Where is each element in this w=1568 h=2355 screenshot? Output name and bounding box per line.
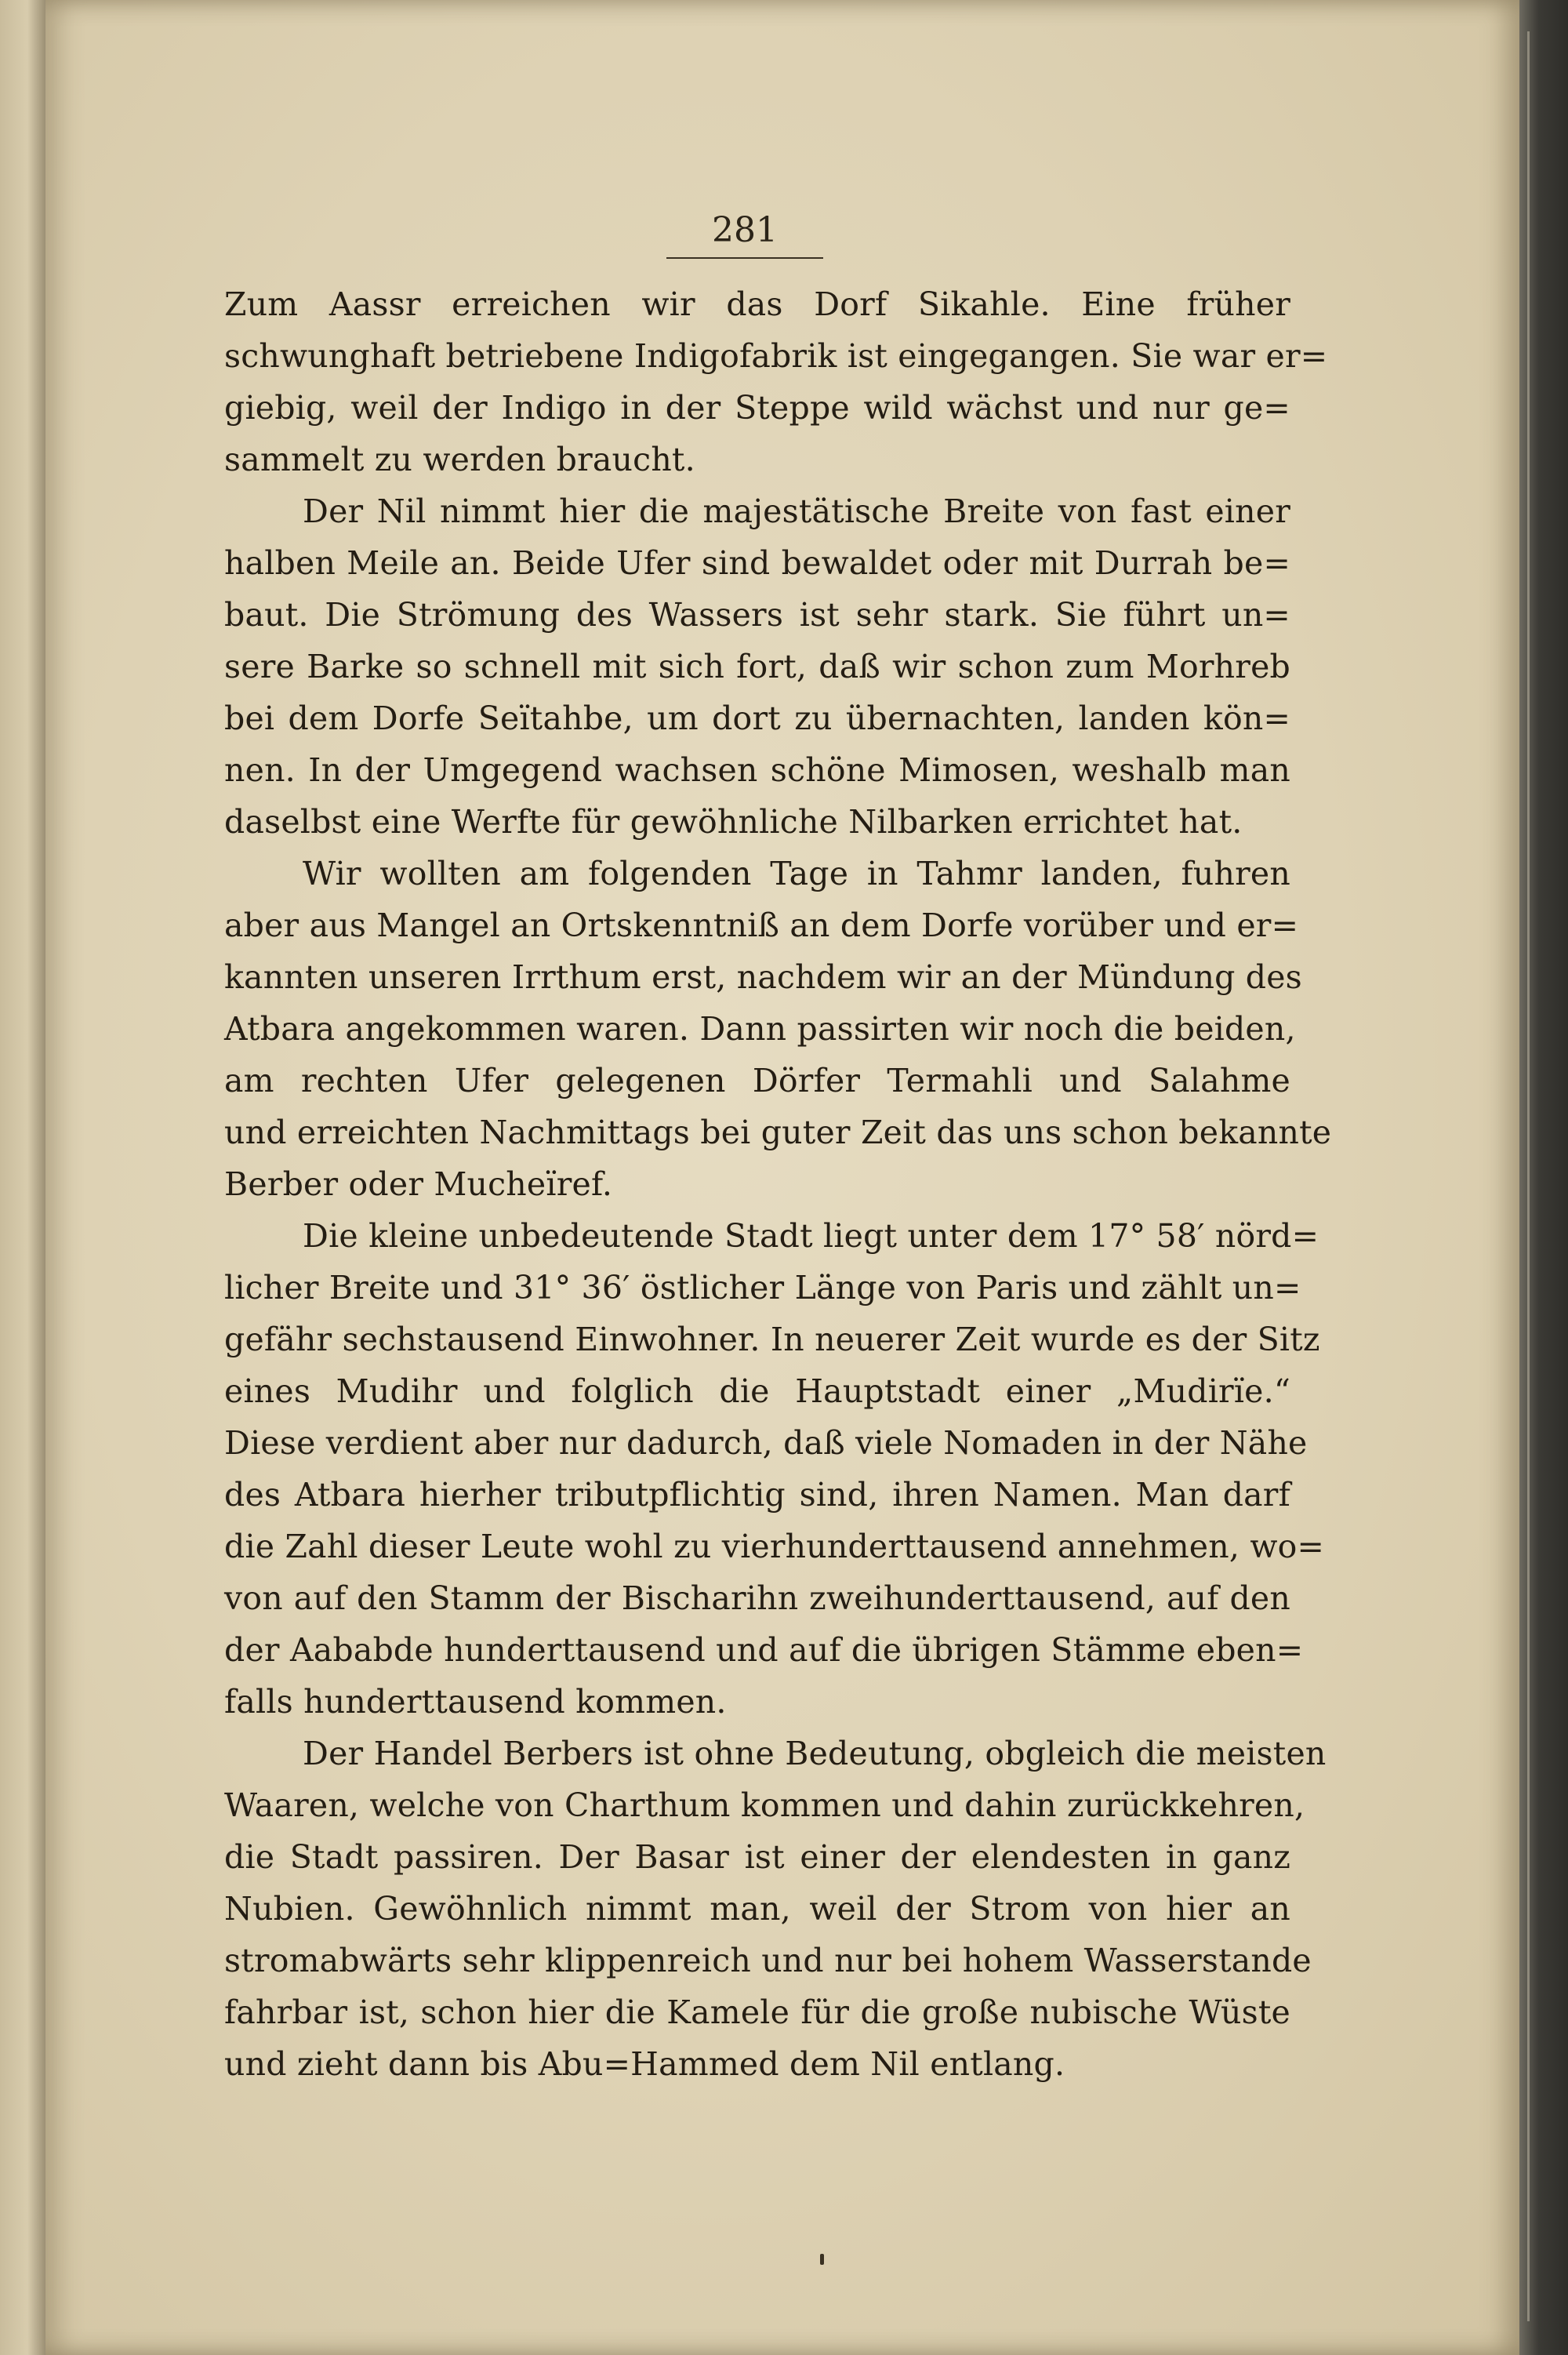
text-line: halben Meile an. Beide Ufer sind bewaldet oder mit Durrah be= xyxy=(224,544,1290,582)
text-line: der Aababde hunderttausend und auf die übrigen Stämme eben= xyxy=(224,1631,1304,1669)
binding-edge-line xyxy=(1527,31,1530,2321)
text-line: die Zahl dieser Leute wohl zu vierhunderttausend annehmen, wo= xyxy=(224,1528,1325,1565)
text-line: des Atbara hierher tributpflichtig sind, ihren Namen. Man darf xyxy=(224,1476,1290,1514)
text-line: die Stadt passiren. Der Basar ist einer der elendesten in ganz xyxy=(224,1838,1290,1876)
text-line: Wir wollten am folgenden Tage in Tahmr landen, fuhren xyxy=(303,855,1290,892)
text-line: und zieht dann bis Abu=Hammed dem Nil entlang. xyxy=(224,2045,1065,2083)
text-line: Der Handel Berbers ist ohne Bedeutung, obgleich die meisten xyxy=(303,1735,1327,1772)
text-line: daselbst eine Werfte für gewöhnliche Nilbarken errichtet hat. xyxy=(224,803,1243,841)
text-line: bei dem Dorfe Seïtahbe, um dort zu übernachten, landen kön= xyxy=(224,700,1290,737)
text-line: falls hunderttausend kommen. xyxy=(224,1683,727,1721)
ink-speck xyxy=(820,2254,824,2265)
text-line: Zum Aassr erreichen wir das Dorf Sikahle. Eine früher xyxy=(224,285,1290,323)
text-line: Atbara angekommen waren. Dann passirten wir noch die beiden, xyxy=(224,1010,1296,1048)
text-line: am rechten Ufer gelegenen Dörfer Termahli und Salahme xyxy=(224,1062,1290,1099)
text-line: von auf den Stamm der Bischarihn zweihunderttausend, auf den xyxy=(224,1579,1290,1617)
text-line: giebig, weil der Indigo in der Steppe wild wächst und nur ge= xyxy=(224,389,1290,427)
text-line: Nubien. Gewöhnlich nimmt man, weil der Strom von hier an xyxy=(224,1890,1290,1928)
text-line: nen. In der Umgegend wachsen schöne Mimosen, weshalb man xyxy=(224,751,1290,789)
text-line: Die kleine unbedeutende Stadt liegt unter dem 17° 58′ nörd= xyxy=(303,1217,1319,1255)
text-line: kannten unseren Irrthum erst, nachdem wir an der Mündung des xyxy=(224,958,1302,996)
page-number: 281 xyxy=(712,210,778,250)
body-text xyxy=(224,278,1332,2090)
page-number-rule xyxy=(666,257,823,259)
text-line: sammelt zu werden braucht. xyxy=(224,441,695,478)
text-line: eines Mudihr und folglich die Hauptstadt einer „Mudirïe.“ xyxy=(224,1372,1290,1410)
text-line: und erreichten Nachmittags bei guter Zeit das uns schon bekannte xyxy=(224,1114,1332,1151)
text-line: aber aus Mangel an Ortskenntniß an dem Dorfe vorüber und er= xyxy=(224,907,1299,944)
text-line: Waaren, welche von Charthum kommen und dahin zurückkehren, xyxy=(224,1786,1305,1824)
text-line: Diese verdient aber nur dadurch, daß viele Nomaden in der Nähe xyxy=(224,1424,1308,1462)
text-line: Der Nil nimmt hier die majestätische Breite von fast einer xyxy=(303,492,1290,530)
left-page-edge xyxy=(0,0,45,2355)
text-line: gefähr sechstausend Einwohner. In neuerer Zeit wurde es der Sitz xyxy=(224,1321,1320,1358)
text-line: sere Barke so schnell mit sich fort, daß wir schon zum Morhreb xyxy=(224,648,1290,685)
text-line: fahrbar ist, schon hier die Kamele für die große nubische Wüste xyxy=(224,1993,1290,2031)
text-line: baut. Die Strömung des Wassers ist sehr stark. Sie führt un= xyxy=(224,596,1290,634)
text-line: Berber oder Mucheïref. xyxy=(224,1165,613,1203)
text-line: stromabwärts sehr klippenreich und nur bei hohem Wasserstande xyxy=(224,1942,1312,1979)
text-line: schwunghaft betriebene Indigofabrik ist eingegangen. Sie war er= xyxy=(224,337,1328,375)
text-line: licher Breite und 31° 36′ östlicher Länge von Paris und zählt un= xyxy=(224,1269,1301,1307)
